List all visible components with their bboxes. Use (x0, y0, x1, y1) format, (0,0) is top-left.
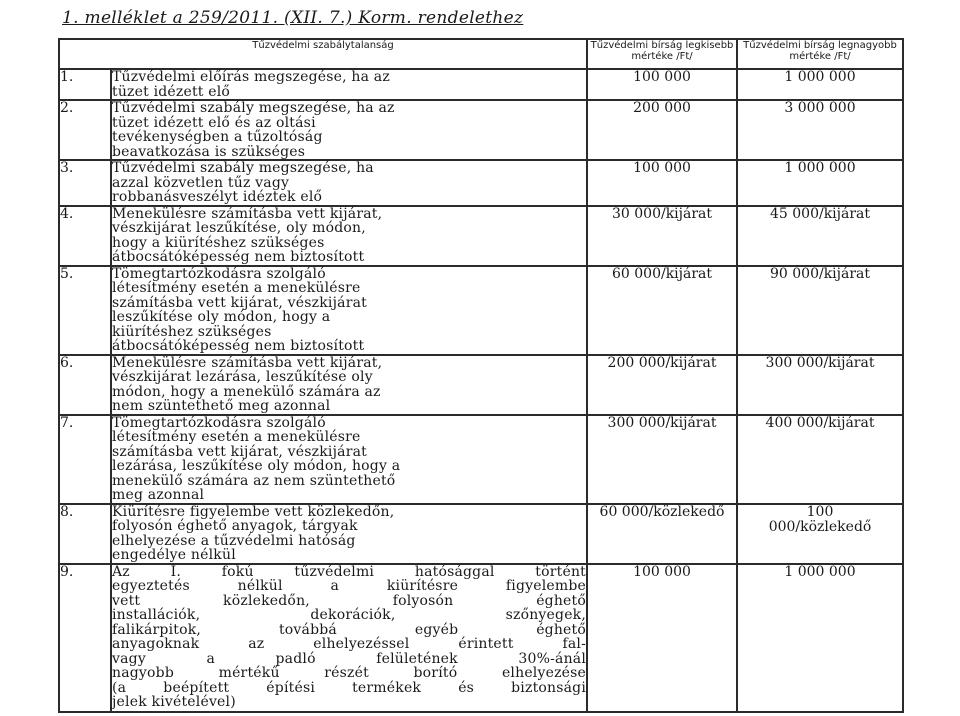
row-description (111, 355, 587, 415)
description-line: vészkijárat lezárása, leszűkítése oly (112, 369, 373, 385)
table-row (59, 504, 903, 564)
max-fine-line: 000/közlekedő (768, 518, 872, 535)
row-min-fine: 30 000/kijárat (587, 206, 737, 266)
row-min-fine: 60 000/közlekedő (587, 504, 737, 564)
description-line: Menekülésre számításba vett kijárat, (112, 354, 383, 371)
table-row (59, 266, 903, 355)
row-min-fine: 60 000/kijárat (587, 266, 737, 355)
row-number: 6. (59, 355, 111, 415)
description-line: anyagoknak az elhelyezéssel érintett fal- (112, 636, 587, 652)
row-max-fine: 1 000 000 (737, 160, 903, 206)
row-max-fine: 400 000/kijárat (737, 415, 903, 504)
description-line: tüzet idézett elő és az oltási (112, 114, 316, 131)
table-header-row (59, 39, 903, 69)
row-description (111, 415, 587, 504)
description-line: meg azonnal (112, 487, 205, 503)
description-line: folyosón éghető anyagok, tárgyak (112, 518, 358, 534)
description-line: lezárása, leszűkítése oly módon, hogy a (112, 458, 401, 474)
row-number: 1. (59, 69, 111, 100)
row-min-fine: 200 000 (587, 100, 737, 160)
description-line: vészkijárat leszűkítése, oly módon, (112, 220, 366, 236)
row-number: 3. (59, 160, 111, 206)
table-body (59, 69, 903, 712)
description-line: beavatkozása is szükséges (112, 143, 306, 160)
table-row (59, 69, 903, 100)
description-line: nem szüntethető meg azonnal (112, 398, 331, 414)
description-line: azzal közvetlen tűz vagy (112, 174, 290, 191)
row-min-fine: 100 000 (587, 69, 737, 100)
description-line: robbanásveszélyt idéztek elő (112, 189, 323, 205)
description-line: Kiürítésre figyelembe vett közlekedőn, (112, 503, 395, 520)
header-min-fine: Tűzvédelmi bírság legkisebb mértéke /Ft/ (587, 39, 737, 69)
row-min-fine: 200 000/kijárat (587, 355, 737, 415)
fine-table (58, 38, 904, 713)
row-min-fine: 100 000 (587, 160, 737, 206)
description-line: engedélye nélkül (112, 547, 236, 563)
description-line: Tűzvédelmi előírás megszegése, ha az (112, 69, 390, 85)
description-line: kiürítéshez szükséges (112, 323, 272, 340)
description-line: egyeztetés nélkül a kiürítésre figyelembe (112, 578, 587, 594)
row-min-fine: 300 000/kijárat (587, 415, 737, 504)
description-line: Tűzvédelmi szabály megszegése, ha az (112, 100, 395, 116)
description-line: vett közlekedőn, folyosón éghető (112, 592, 587, 609)
description-line: Menekülésre számításba vett kijárat, (112, 205, 383, 222)
description-line: Tömegtartózkodásra szolgáló (112, 414, 326, 431)
description-line: vagy a padló felületének 30%-ánál (112, 650, 587, 667)
description-line: leszűkítése oly módon, hogy a (112, 309, 331, 325)
description-line: tüzet idézett elő (112, 83, 231, 100)
document-title: 1. melléklet a 259/2011. (XII. 7.) Korm. rendelethez (62, 8, 524, 28)
row-description (111, 100, 587, 160)
description-line: módon, hogy a menekülő számára az (112, 383, 381, 400)
description-line: átbocsátóképesség nem biztosított (112, 338, 365, 354)
row-max-fine: 45 000/kijárat (737, 206, 903, 266)
description-line: számításba vett kijárat, vészkijárat (112, 294, 367, 311)
description-line: átbocsátóképesség nem biztosított (112, 249, 365, 265)
description-line: létesítmény esetén a menekülésre (112, 280, 361, 296)
description-line: Tömegtartózkodásra szolgáló (112, 265, 326, 282)
row-number: 7. (59, 415, 111, 504)
description-line: menekülő számára az nem szüntethető (112, 472, 396, 489)
row-number: 8. (59, 504, 111, 564)
header-description: Tűzvédelmi szabálytalanság (59, 39, 587, 69)
row-number: 4. (59, 206, 111, 266)
row-description (111, 69, 587, 100)
table-row (59, 206, 903, 266)
row-number: 9. (59, 564, 111, 712)
table-row (59, 415, 903, 504)
row-number: 5. (59, 266, 111, 355)
row-description (111, 160, 587, 206)
row-max-fine (737, 504, 903, 564)
row-description (111, 564, 587, 712)
description-line: elhelyezése a tűzvédelmi hatóság (112, 532, 356, 549)
row-max-fine: 90 000/kijárat (737, 266, 903, 355)
description-line: installációk, dekorációk, szőnyegek, (112, 607, 587, 623)
description-line: Az I. fokú tűzvédelmi hatósággal történt (112, 563, 587, 580)
row-description (111, 504, 587, 564)
row-description (111, 206, 587, 266)
row-min-fine: 100 000 (587, 564, 737, 712)
row-max-fine: 1 000 000 (737, 69, 903, 100)
description-line: (a beépített építési termékek és biztonsági (112, 679, 587, 696)
description-line: létesítmény esetén a menekülésre (112, 429, 361, 445)
table-row (59, 355, 903, 415)
row-description (111, 266, 587, 355)
description-line: számításba vett kijárat, vészkijárat (112, 443, 367, 460)
row-max-fine: 300 000/kijárat (737, 355, 903, 415)
table-row (59, 100, 903, 160)
header-max-fine: Tűzvédelmi bírság legnagyobb mértéke /Ft/ (737, 39, 903, 69)
description-line: hogy a kiürítéshez szükséges (112, 234, 325, 251)
description-line: nagyobb mértékű részét borító elhelyezése (112, 665, 587, 681)
row-number: 2. (59, 100, 111, 160)
row-max-fine: 3 000 000 (737, 100, 903, 160)
table-row (59, 160, 903, 206)
table-row (59, 564, 903, 712)
description-line: Tűzvédelmi szabály megszegése, ha (112, 160, 374, 176)
description-line: tevékenységben a tűzoltóság (112, 129, 323, 145)
description-line: jelek kivételével) (112, 694, 236, 710)
row-max-fine: 1 000 000 (737, 564, 903, 712)
max-fine-line: 100 (806, 503, 834, 520)
description-line: falikárpitok, továbbá egyéb éghető (112, 621, 587, 638)
